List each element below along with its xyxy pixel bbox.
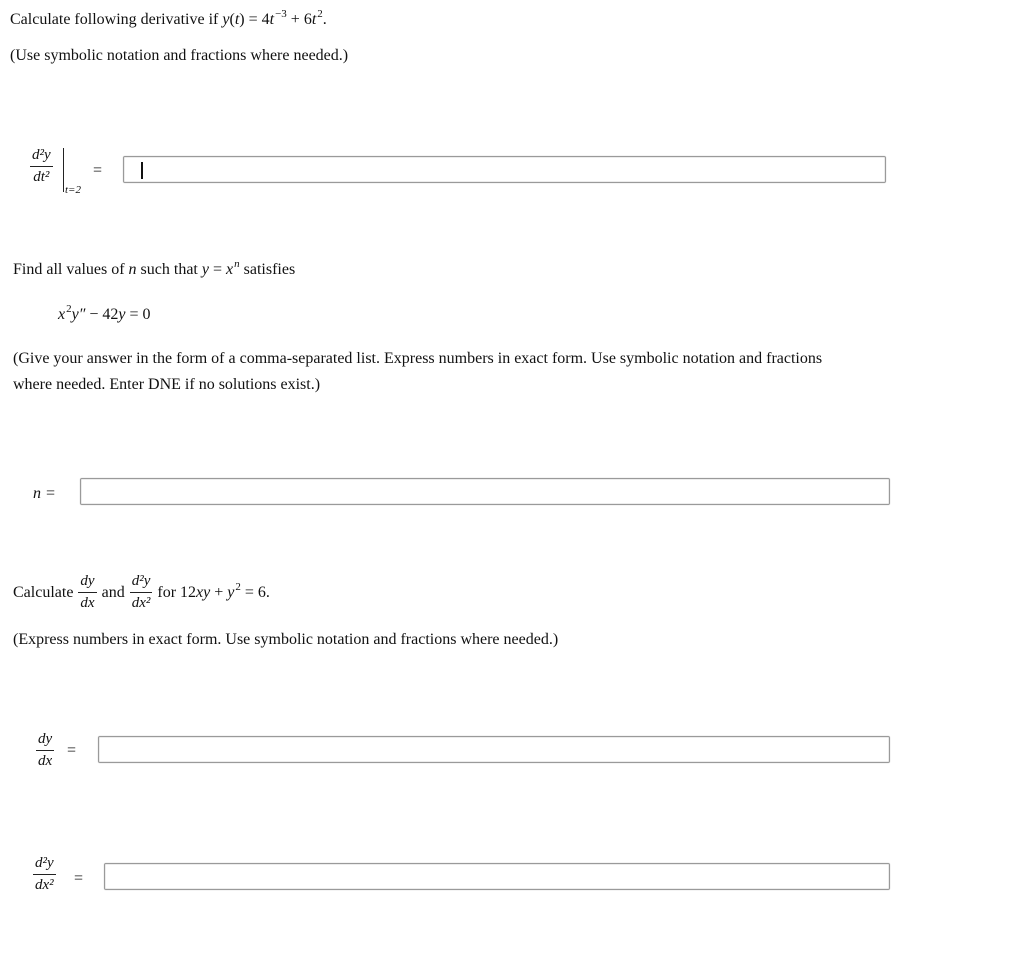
q3-prompt-dydx: $\frac{dy}{dx}$ bbox=[80, 573, 95, 611]
q3-prompt: Calculate $\frac{dy}{dx}$ and $\frac{\text{d²y}}{\text{dx²}}$ for $12xy + y^2 = 6$. bbox=[13, 573, 270, 611]
q1-evaluation-bar bbox=[63, 148, 64, 192]
q1-prompt: Calculate following derivative if $y(t) = 4t^{-3} + 6t^2$. bbox=[10, 8, 327, 28]
q1-equals: = bbox=[93, 162, 103, 179]
q1-eval-point: t=2 bbox=[65, 184, 81, 196]
q3-dydx-input[interactable] bbox=[98, 736, 890, 763]
q3-dydx-label bbox=[36, 732, 54, 769]
q2-equation: $x^2y'' - 42y = 0$ bbox=[58, 303, 151, 323]
q1-label-numerator: d²y bbox=[30, 148, 53, 167]
q1-label-denominator: dt² bbox=[33, 169, 50, 185]
q3-label1-numerator: dy bbox=[36, 732, 54, 751]
q1-answer-input[interactable] bbox=[123, 156, 886, 183]
q3-equals-2: = bbox=[74, 870, 84, 887]
q2-prompt: Find all values of n such that $y = x^n$ satisfies bbox=[13, 258, 296, 278]
q1-derivative-label bbox=[30, 148, 53, 185]
q2-answer-label: n = bbox=[33, 485, 56, 502]
q3-label2-denominator: dx² bbox=[35, 877, 54, 893]
q3-label2-numerator: d²y bbox=[33, 856, 56, 875]
text-cursor bbox=[141, 162, 143, 179]
q3-d2ydx2-input[interactable] bbox=[104, 863, 890, 890]
q3-prompt-d2ydx2: $\frac{\text{d²y}}{\text{dx²}}$ bbox=[131, 573, 151, 611]
q2-hint-line1: (Give your answer in the form of a comma-separated list. Express numbers in exact form. Use symbolic notation and fractions bbox=[13, 350, 823, 367]
q3-equals-1: = bbox=[67, 742, 77, 759]
q3-hint: (Express numbers in exact form. Use symbolic notation and fractions where needed.) bbox=[13, 631, 559, 648]
q3-label1-denominator: dx bbox=[38, 753, 53, 769]
q2-answer-input[interactable] bbox=[80, 478, 890, 505]
q3-d2ydx2-label bbox=[33, 856, 56, 893]
q2-hint-line2: where needed. Enter DNE if no solutions exist.) bbox=[13, 376, 321, 393]
q1-hint: (Use symbolic notation and fractions where needed.) bbox=[10, 47, 349, 64]
